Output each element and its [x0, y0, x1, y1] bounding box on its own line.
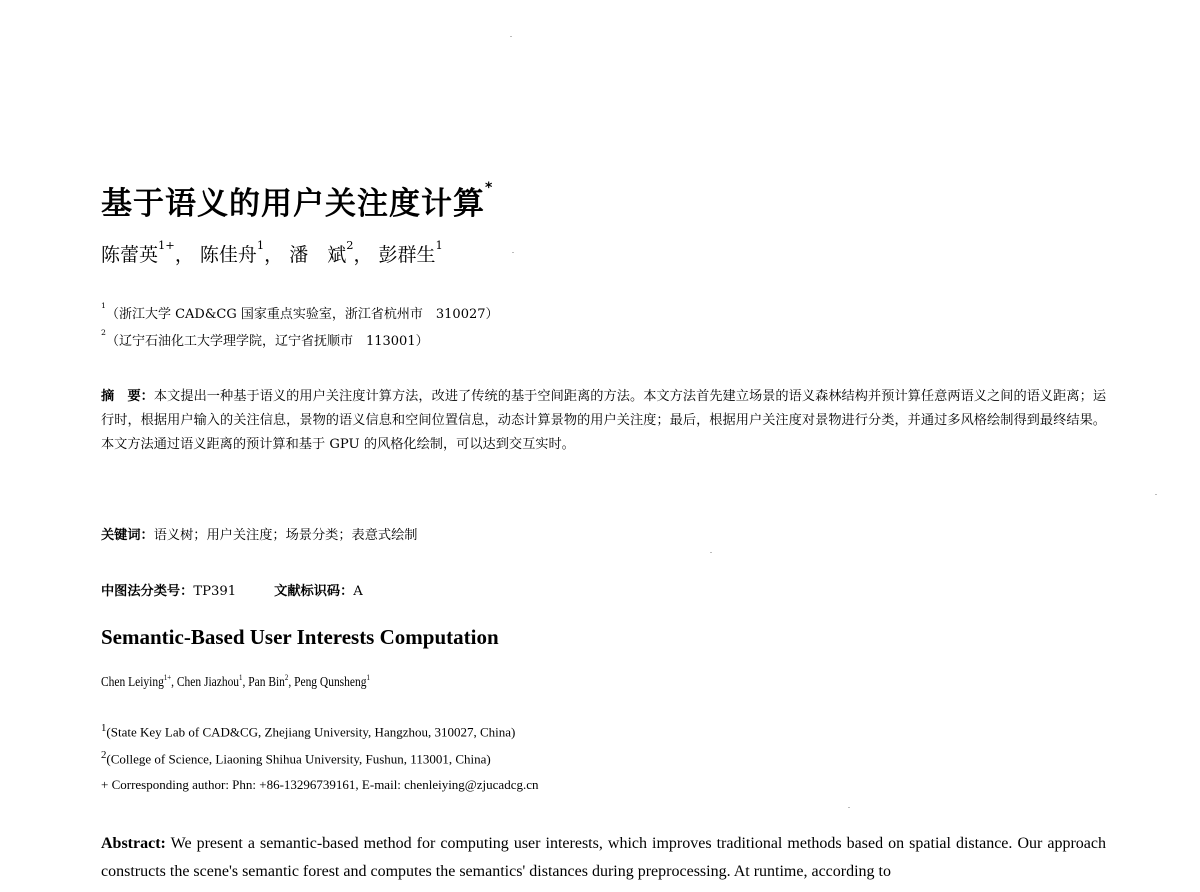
author-cn: 彭群生$^1$	[378, 238, 443, 266]
paper-title-en: Semantic-Based User Interests Computation	[101, 625, 499, 649]
affiliation-cn-1: $^1$（浙江大学 CAD&CG 国家重点实验室，浙江省杭州市 310027）	[101, 301, 499, 322]
title-cn-text: 基于语义的用户关注度计算	[101, 186, 485, 222]
author-en: Pan Bin$^2$,	[248, 673, 295, 690]
doc-code-label: 文献标识码：	[274, 584, 354, 599]
author-cn: 潘 斌$^2$，	[289, 238, 373, 266]
keywords-cn-label: 关键词：	[101, 528, 154, 543]
author-en: Chen Leiying$^{1+}$,	[101, 673, 177, 690]
corresponding-author: + Corresponding author: Phn: +86-13296739161, E-mail: chenleiying@zjucadcg.cn	[101, 777, 539, 792]
scan-speck	[512, 252, 514, 253]
title-footnote-mark: *	[485, 180, 494, 196]
scan-speck	[510, 36, 512, 37]
classification-line	[101, 580, 363, 599]
abstract-cn-label: 摘 要：	[101, 389, 154, 404]
affiliation-cn-2: $^2$（辽宁石油化工大学理学院，辽宁省抚顺市 113001）	[101, 328, 429, 349]
author-en: Peng Qunsheng$^1$	[294, 673, 370, 690]
authors-en	[101, 675, 370, 691]
author-en: Chen Jiazhou$^1$,	[176, 673, 249, 690]
abstract-cn-text: 本文提出一种基于语义的用户关注度计算方法，改进了传统的基于空间距离的方法。本文方法首先建立场景的语义森林结构并预计算任意两语义之间的语义距离；运行时，根据用户输入的关注信息，景物的语义信息和空间位置信息，动态计算景物的用户关注度；最后，根据用户关注度对景物进行分类，并通过多风格绘制得到最终结果。本文方法通过语义距离的预计算和基于 GPU 的风格化绘制，可以达到交互实时。	[101, 389, 1107, 452]
abstract-en	[101, 830, 1106, 886]
affiliation-en-1: $^1$(State Key Lab of CAD&CG, Zhejiang University, Hangzhou, 310027, China)	[101, 722, 516, 740]
doc-code-value: A	[353, 584, 363, 599]
classification-label: 中图法分类号：	[101, 584, 194, 599]
keywords-cn-text: 语义树；用户关注度；场景分类；表意式绘制	[153, 528, 418, 543]
abstract-cn	[101, 385, 1106, 457]
author-cn: 陈佳舟$^1$，	[199, 238, 284, 266]
affiliation-en-2: $^2$(College of Science, Liaoning Shihua University, Fushun, 113001, China)	[101, 749, 491, 767]
keywords-cn	[101, 524, 418, 543]
scan-speck	[848, 807, 850, 808]
paper-title-cn	[101, 178, 493, 223]
abstract-en-label: Abstract:	[101, 835, 166, 852]
classification-value: TP391	[193, 584, 237, 599]
author-cn: 陈蕾英$^{1+}$，	[101, 238, 194, 266]
abstract-en-text: We present a semantic-based method for computing user interests, which improves traditional methods based on spatial distance. Our approach constructs the scene's semantic forest and computes the semantics' distances during preprocessing. At runtime, according to	[101, 835, 1106, 880]
scan-speck	[710, 552, 712, 553]
scan-speck	[1155, 494, 1157, 495]
authors-cn	[101, 240, 443, 267]
